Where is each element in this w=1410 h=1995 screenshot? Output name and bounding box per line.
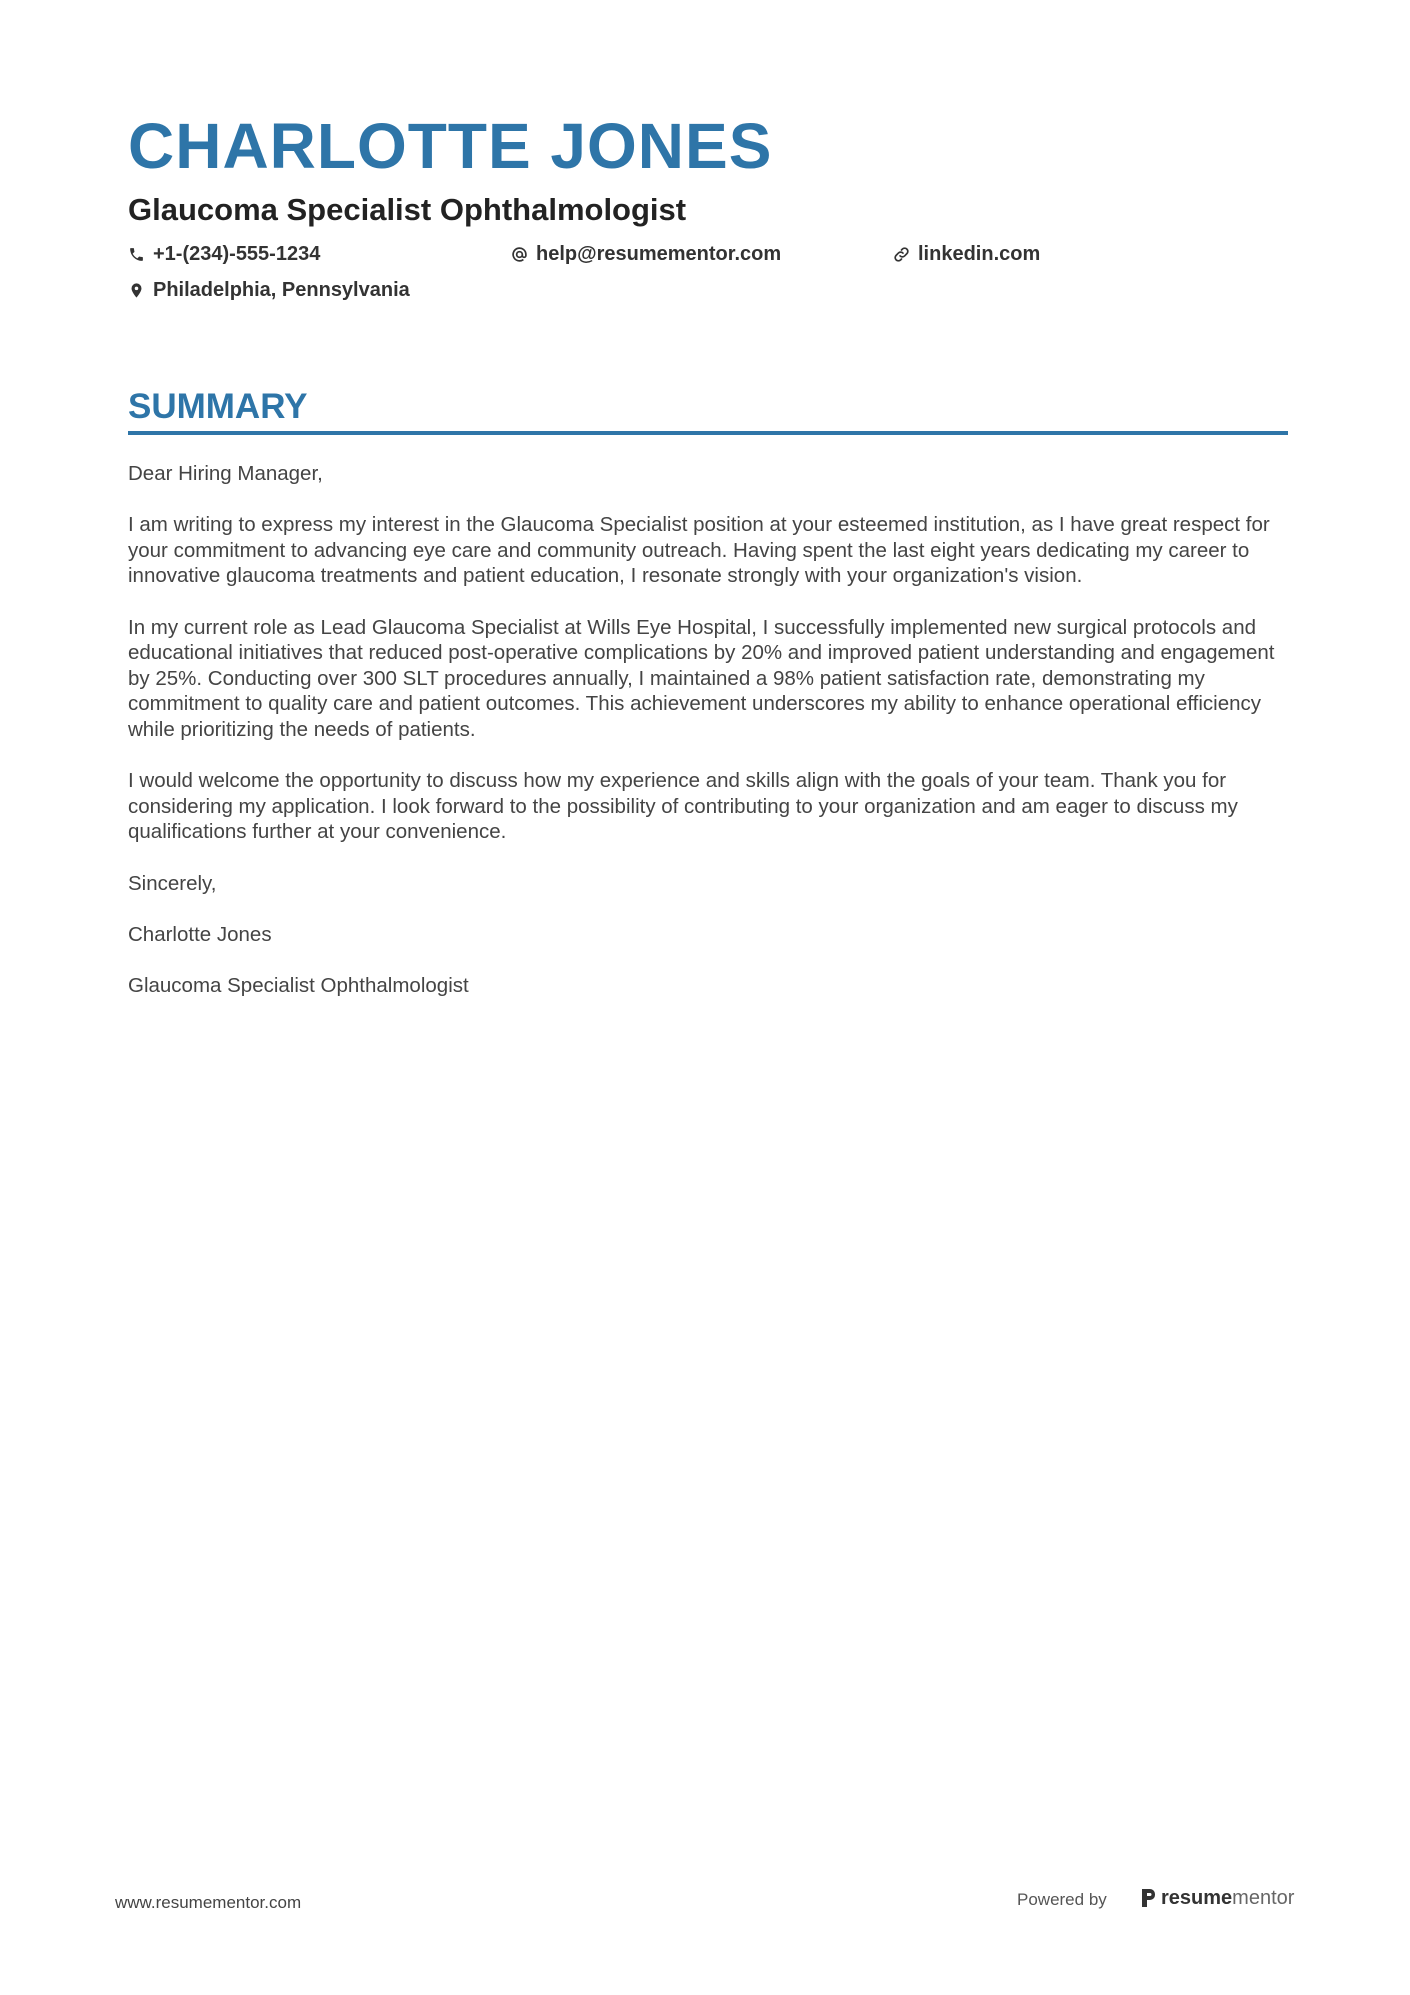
linkedin-link[interactable]: linkedin.com <box>918 243 1041 265</box>
letter-paragraph-intro: I am writing to express my interest in the Glaucoma Specialist position at your esteemed institution, as I have great respect for your commitment to advancing eye care and community outreach. Having spent the last eight years dedicating my career to innovative glaucoma treatments and patient education, I resonate strongly with your organization's vision. <box>128 513 1270 588</box>
link-icon <box>893 246 910 263</box>
brand-wordmark <box>1161 1884 1294 1912</box>
candidate-title: Glaucoma Specialist Ophthalmologist <box>128 192 687 227</box>
candidate-name: CHARLOTTE JONES <box>128 110 773 182</box>
brand-logo[interactable] <box>1140 1884 1294 1912</box>
phone-icon <box>128 246 145 263</box>
letter-body <box>128 461 1290 1024</box>
footer-website-link[interactable]: www.resumementor.com <box>115 1893 302 1912</box>
email-link[interactable]: help@resumementor.com <box>536 243 782 265</box>
phone-text: +1-(234)-555-1234 <box>153 243 321 265</box>
letter-paragraph-achievements: In my current role as Lead Glaucoma Specialist at Wills Eye Hospital, I successfully implemented new surgical protocols and educational initiatives that reduced post-operative complications by 20% and improved patient understanding and engagement by 25%. Conducting over 300 SLT procedures annually, I maintained a 98% patient satisfaction rate, demonstrating my commitment to quality care and patient outcomes. This achievement underscores my ability to enhance operational efficiency while prioritizing the needs of patients. <box>128 615 1275 741</box>
resumementor-logo-icon <box>1140 1887 1157 1909</box>
location-pin-icon <box>128 282 145 299</box>
brand-wordmark-part2: mentor <box>1232 1887 1295 1909</box>
signature-name: Charlotte Jones <box>128 922 272 946</box>
contact-linkedin[interactable] <box>893 240 1040 268</box>
summary-divider <box>128 431 1288 435</box>
signature-title: Glaucoma Specialist Ophthalmologist <box>128 973 469 997</box>
contact-location <box>128 276 410 304</box>
salutation: Dear Hiring Manager, <box>128 462 323 485</box>
contact-phone <box>128 240 320 268</box>
letter-paragraph-closing: I would welcome the opportunity to discuss how my experience and skills align with the goals of your team. Thank you for considering my application. I look forward to the possibility of contributing to your organization and am eager to discuss my qualifications further at your convenience. <box>128 769 1238 844</box>
brand-wordmark-part1: resume <box>1161 1887 1233 1909</box>
sign-off: Sincerely, <box>128 871 217 895</box>
contact-email[interactable] <box>511 240 781 268</box>
location-text: Philadelphia, Pennsylvania <box>153 279 410 301</box>
at-icon <box>511 246 528 263</box>
powered-by-label: Powered by <box>1017 1890 1107 1909</box>
summary-heading: SUMMARY <box>128 387 308 426</box>
